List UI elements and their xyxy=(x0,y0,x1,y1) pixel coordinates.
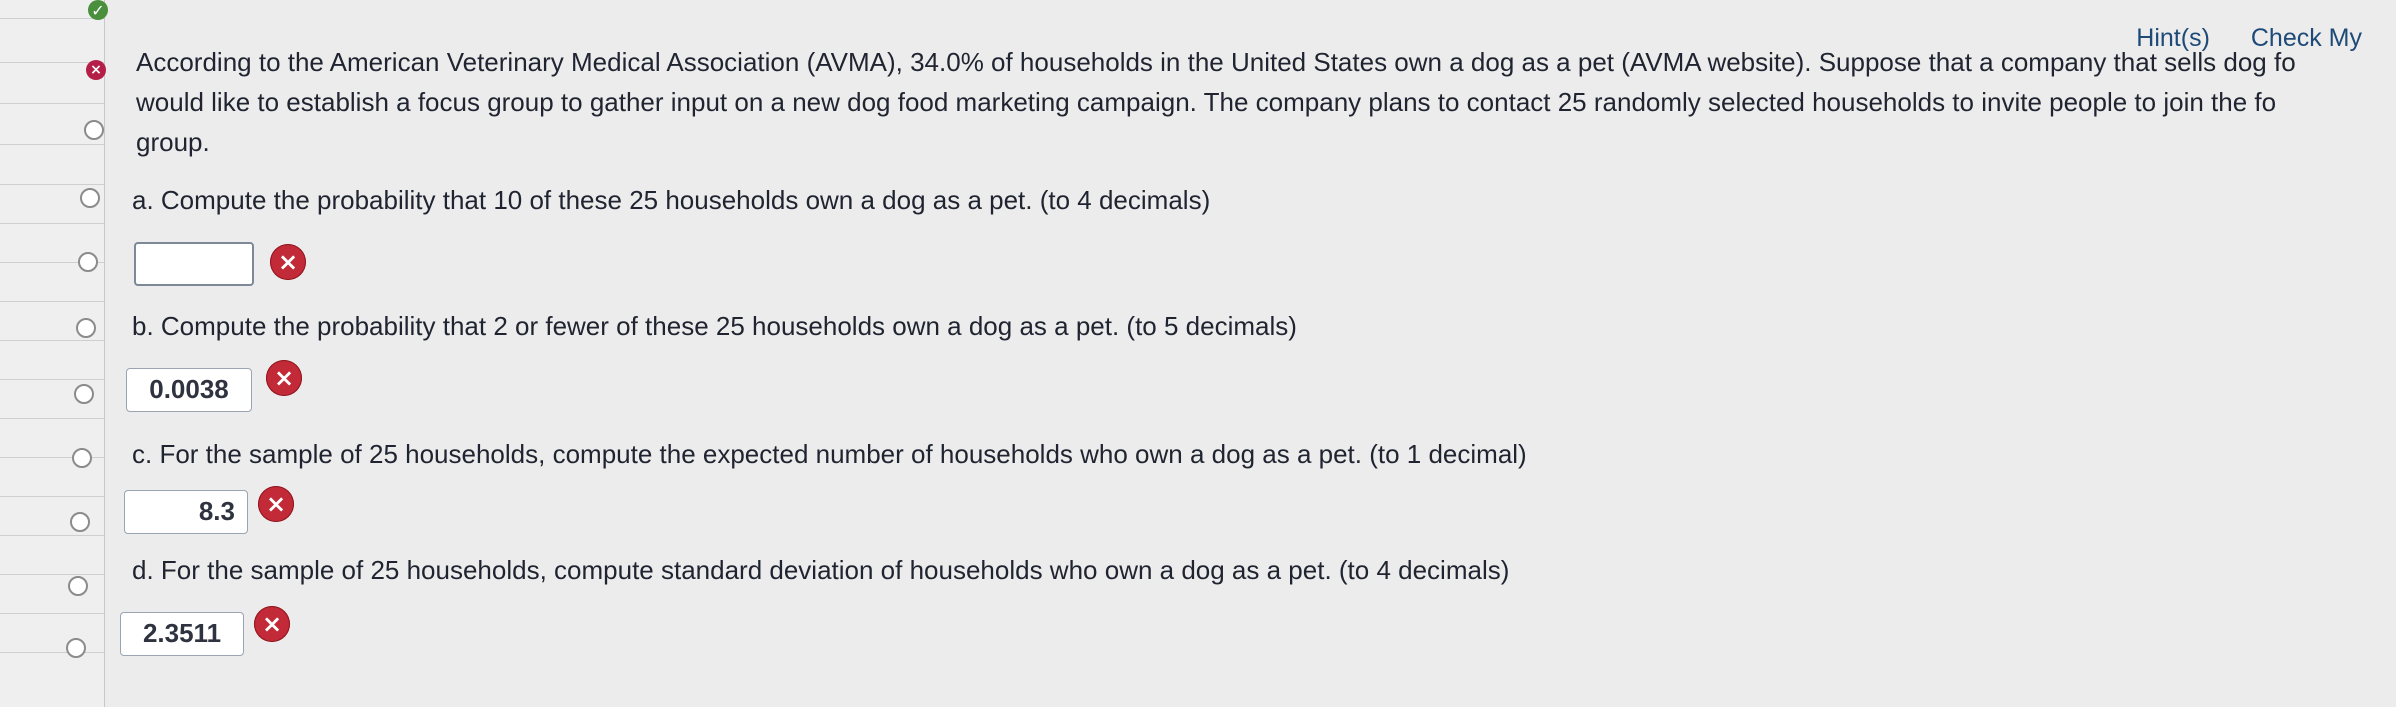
question-navigation-sidebar xyxy=(0,0,105,707)
question-status-correct-icon[interactable]: ✓ xyxy=(88,0,108,20)
sidebar-divider xyxy=(0,301,104,302)
part-d-prompt: d. For the sample of 25 households, compute standard deviation of households who own a dog as a pet. (to 4 decimals) xyxy=(132,555,1510,585)
sidebar-divider xyxy=(0,535,104,536)
sidebar-divider xyxy=(0,574,104,575)
sidebar-divider xyxy=(0,418,104,419)
part-b-answer-input[interactable]: 0.0038 xyxy=(126,368,252,412)
part-a-prompt: a. Compute the probability that 10 of these 25 households own a dog as a pet. (to 4 decimals) xyxy=(132,185,1211,215)
question-status-empty-icon[interactable] xyxy=(80,188,100,208)
question-status-empty-icon[interactable] xyxy=(70,512,90,532)
sidebar-divider xyxy=(0,613,104,614)
question-stem-line-1: According to the American Veterinary Medical Association (AVMA), 34.0% of households in the United States own a dog as a pet (AVMA website). Suppose that a company that sells dog fo xyxy=(136,47,2296,77)
question-status-empty-icon[interactable] xyxy=(78,252,98,272)
sidebar-divider xyxy=(0,379,104,380)
hints-link[interactable]: Hint(s) xyxy=(2136,24,2210,52)
part-c-answer-input[interactable]: 8.3 xyxy=(124,490,248,534)
part-a-answer-input[interactable] xyxy=(134,242,254,286)
incorrect-icon: × xyxy=(258,486,294,522)
question-status-empty-icon[interactable] xyxy=(84,120,104,140)
part-d-answer-input[interactable]: 2.3511 xyxy=(120,612,244,656)
question-stem-line-2: would like to establish a focus group to gather input on a new dog food marketing campaign. The company plans to contact 25 randomly selected households to invite people to join the fo xyxy=(136,87,2277,117)
check-my-work-link[interactable]: Check My xyxy=(2250,24,2362,52)
sidebar-divider xyxy=(0,144,104,145)
question-stem-line-3: group. xyxy=(136,127,210,157)
incorrect-icon: × xyxy=(270,244,306,280)
sidebar-divider xyxy=(0,652,104,653)
part-b-prompt: b. Compute the probability that 2 or fewer of these 25 households own a dog as a pet. (to 5 decimals) xyxy=(132,311,1297,341)
question-status-wrong-icon[interactable]: × xyxy=(86,60,106,80)
part-c-prompt: c. For the sample of 25 households, compute the expected number of households who own a dog as a pet. (to 1 decimal) xyxy=(132,439,1527,469)
sidebar-divider xyxy=(0,18,104,19)
sidebar-divider xyxy=(0,223,104,224)
sidebar-divider xyxy=(0,340,104,341)
incorrect-icon: × xyxy=(254,606,290,642)
question-stem xyxy=(136,42,2376,162)
question-status-empty-icon[interactable] xyxy=(66,638,86,658)
incorrect-icon: × xyxy=(266,360,302,396)
question-status-empty-icon[interactable] xyxy=(72,448,92,468)
sidebar-divider xyxy=(0,184,104,185)
question-status-empty-icon[interactable] xyxy=(68,576,88,596)
sidebar-divider xyxy=(0,103,104,104)
question-status-empty-icon[interactable] xyxy=(74,384,94,404)
sidebar-divider xyxy=(0,496,104,497)
question-status-empty-icon[interactable] xyxy=(76,318,96,338)
